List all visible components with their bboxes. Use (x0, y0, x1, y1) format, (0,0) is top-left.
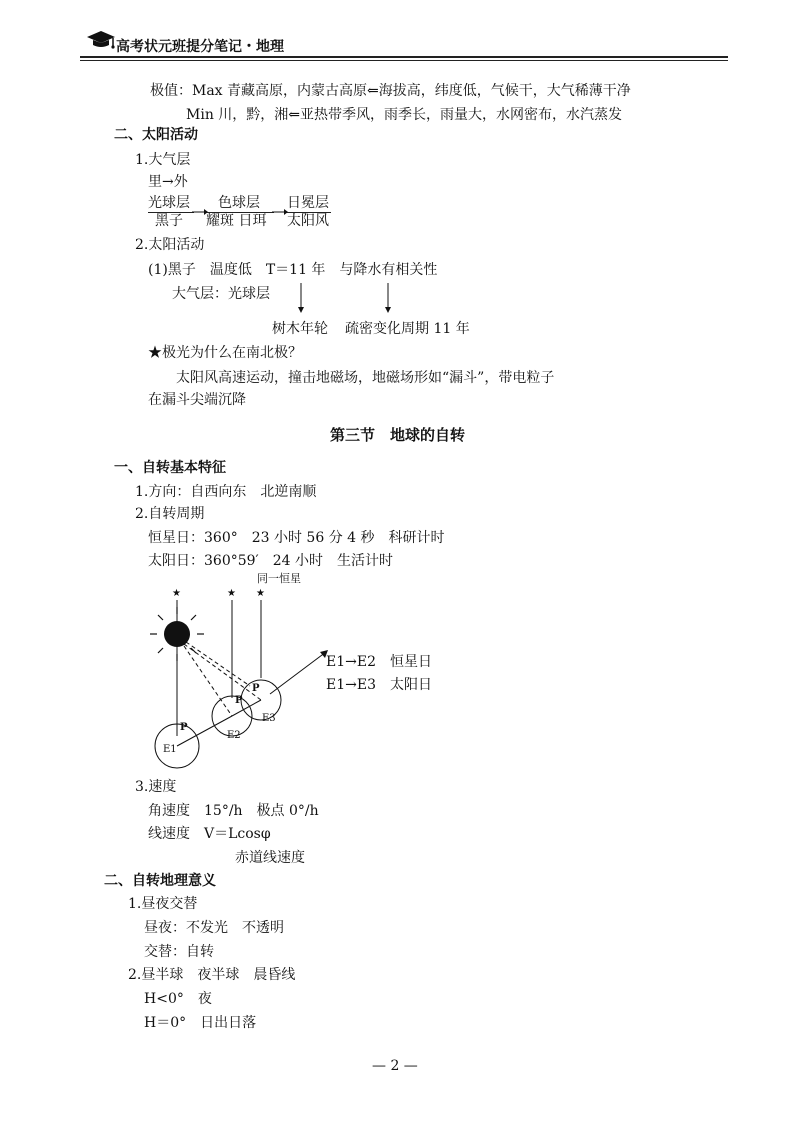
tree-ring: 树木年轮 (272, 321, 328, 337)
earth-e1-label: E1 (163, 744, 177, 755)
h-below-zero: H<0° 夜 (144, 991, 212, 1007)
point-p-label: P (180, 722, 188, 733)
sunspot-layer: 大气层：光球层 (172, 286, 270, 302)
page-number: — 2 — (372, 1058, 418, 1074)
equator-speed: 赤道线速度 (235, 850, 305, 866)
atmosphere-title: 1.大气层 (135, 152, 191, 168)
star-icon: ★ (172, 588, 181, 599)
layer-photosphere: 光球层 (148, 195, 190, 211)
graduation-cap-icon (86, 30, 116, 50)
star-icon: ★ (227, 588, 236, 599)
earth-e2-label: E2 (227, 730, 241, 741)
extreme-min-line: Min 川，黔，湘⇐亚热带季风，雨季长，雨量大，水网密布，水汽蒸发 (186, 107, 623, 123)
arrow-down-icon (296, 283, 306, 313)
solar-section-title: 二、太阳活动 (114, 127, 198, 143)
layer-corona: 日冕层 (287, 195, 329, 211)
same-star-label: 同一恒星 (257, 572, 301, 585)
earth-e3-label: E3 (262, 713, 276, 724)
day-night-detail: 昼夜：不发光 不透明 (144, 920, 284, 936)
rotation-direction: 1.方向：自西向东 北逆南顺 (135, 484, 317, 500)
sunspot-line: (1)黑子 温度低 T＝11 年 与降水有相关性 (148, 262, 438, 278)
speed-title: 3.速度 (135, 779, 177, 795)
arrow-down-icon (383, 283, 393, 313)
feature-sunspot: 黑子 (155, 213, 183, 229)
header-rule-thin (80, 60, 728, 61)
point-p-label: P (235, 695, 243, 706)
layer-chromosphere: 色球层 (218, 195, 260, 211)
arrow-right-icon (272, 207, 288, 217)
legend-sidereal-day: E1→E2 恒星日 (326, 654, 432, 670)
legend-solar-day: E1→E3 太阳日 (326, 677, 432, 693)
aurora-answer-2: 在漏斗尖端沉降 (148, 392, 246, 408)
hemisphere-item: 2.昼半球 夜半球 晨昏线 (128, 967, 296, 983)
alternation-detail: 交替：自转 (144, 944, 214, 960)
sidereal-day: 恒星日：360° 23 小时 56 分 4 秒 科研计时 (148, 530, 445, 546)
point-p-label: P (252, 683, 260, 694)
star-icon: ★ (256, 588, 265, 599)
solar-day: 太阳日：360°59′ 24 小时 生活计时 (148, 553, 393, 569)
aurora-answer-1: 太阳风高速运动，撞击地磁场，地磁场形如“漏斗”，带电粒子 (176, 370, 555, 386)
day-night-item: 1.昼夜交替 (128, 896, 198, 912)
feature-flare-prominence: 耀斑 日珥 (206, 213, 267, 229)
extreme-max-line: 极值：Max 青藏高原，内蒙古高原⇐海拔高，纬度低，气候干，大气稀薄干净 (150, 83, 631, 99)
header-rule (80, 56, 728, 58)
aurora-question: ★极光为什么在南北极？ (148, 345, 302, 361)
atmosphere-direction: 里→外 (148, 174, 188, 190)
rotation-period-title: 2.自转周期 (135, 506, 205, 522)
rotation-features-title: 一、自转基本特征 (114, 460, 226, 476)
h-zero: H＝0° 日出日落 (144, 1015, 257, 1031)
density-period: 疏密变化周期 11 年 (345, 321, 470, 337)
linear-speed: 线速度 V＝Lcosφ (148, 826, 271, 842)
header-title: 高考状元班提分笔记・地理 (116, 39, 284, 55)
activity-title: 2.太阳活动 (135, 237, 205, 253)
angular-speed: 角速度 15°/h 极点 0°/h (148, 803, 319, 819)
significance-title: 二、自转地理意义 (104, 873, 216, 889)
feature-solar-wind: 太阳风 (287, 213, 329, 229)
chapter-title: 第三节 地球的自转 (330, 426, 466, 444)
